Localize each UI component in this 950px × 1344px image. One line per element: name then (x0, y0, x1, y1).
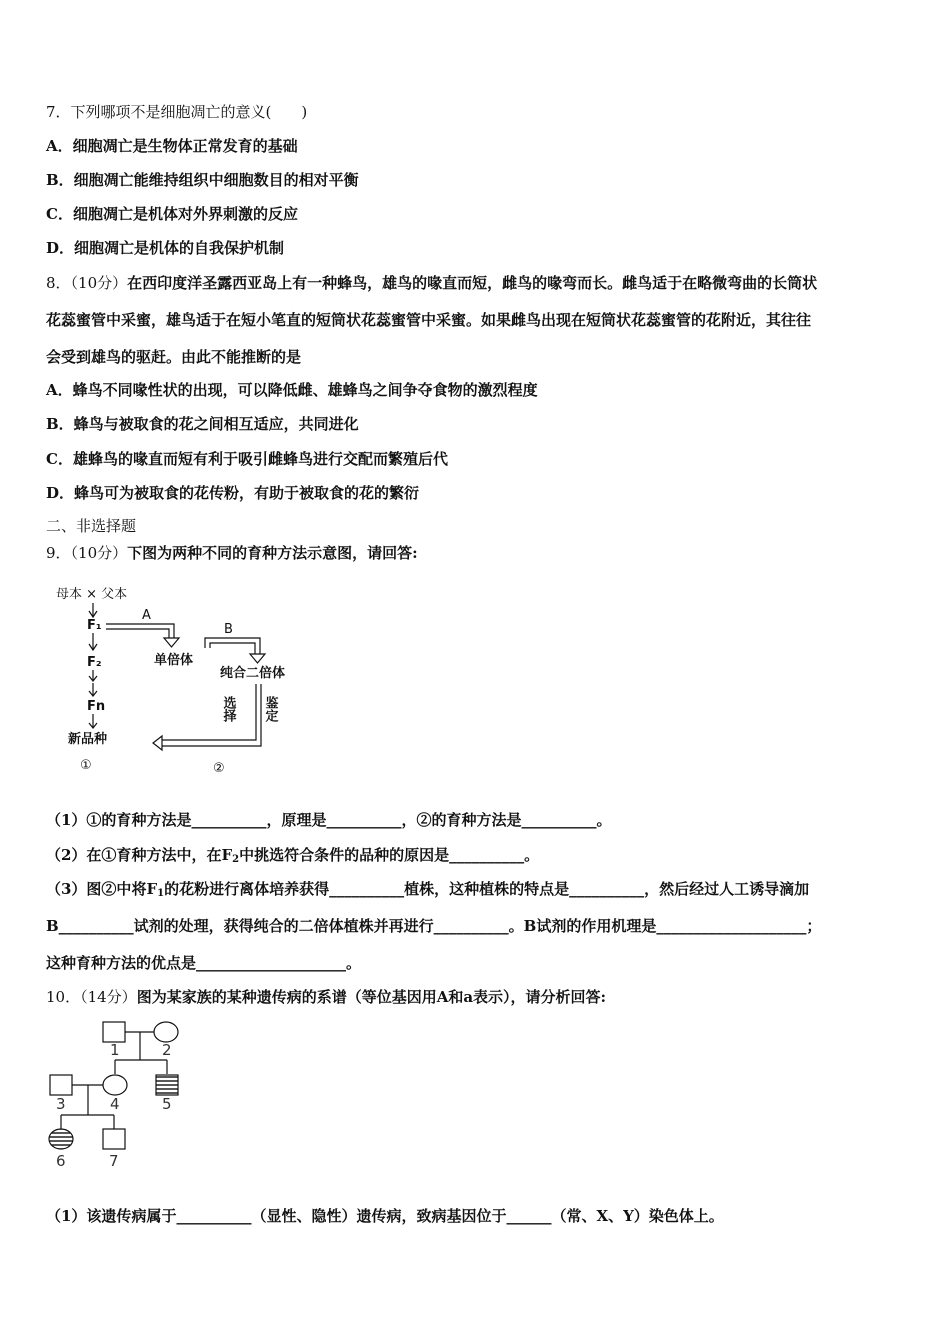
q9-sub3-line2: B__________试剂的处理，获得纯合的二倍体植株并再进行__________。B试剂的作用机理是____________________； (46, 917, 822, 935)
pedigree-individual-6 (49, 1129, 73, 1149)
q10-sub1: （1）该遗传病属于__________（显性、隐性）遗传病，致病基因位于______（常、X、Y）染色体上。 (46, 1207, 724, 1225)
diagram-method-1: ① (80, 758, 92, 773)
q8-option-b: B．蜂鸟与被取食的花之间相互适应，共同进化 (46, 415, 359, 433)
q8-option-c: C．雄蜂鸟的喙直而短有利于吸引雌蜂鸟进行交配而繁殖后代 (46, 450, 448, 468)
q9-sub3-b: 的花粉进行离体培养获得__________植株，这种植株的特点是__________，然后经过人工诱导滴加 (164, 880, 810, 898)
q9-sub2-b: 中挑选符合条件的品种的原因是__________。 (239, 846, 540, 864)
q9-sub2 (46, 845, 539, 870)
pedigree-individual-3 (50, 1075, 72, 1095)
pedigree-individual-7 (103, 1129, 125, 1149)
diagram-pure-diploid: 纯合二倍体 (220, 666, 286, 681)
pedigree-label-5: 5 (162, 1095, 172, 1113)
section-heading: 二、非选择题 (46, 517, 137, 535)
pedigree-individual-1 (103, 1022, 125, 1042)
diagram-select: 选择 (220, 696, 236, 722)
diagram-identify: 鉴定 (262, 696, 278, 722)
pedigree-individual-2 (154, 1022, 178, 1042)
diagram-parents: 母本 × 父本 (56, 587, 128, 602)
pedigree-label-7: 7 (109, 1152, 119, 1170)
q9-sub1: （1）①的育种方法是__________，原理是__________，②的育种方法是__________。 (46, 811, 612, 829)
q8-line-1 (46, 273, 817, 293)
q8-stem-line-3: 会受到雄鸟的驱赶。由此不能推断的是 (46, 348, 302, 366)
q9-line (46, 543, 418, 563)
q7-option-d: D．细胞凋亡是机体的自我保护机制 (46, 239, 285, 257)
q9-sub2-a: （2）在①育种方法中，在F (46, 846, 233, 864)
diagram-f2: F₂ (87, 655, 102, 670)
q8-number: 8．（10分） (46, 274, 128, 292)
pedigree-label-1: 1 (110, 1041, 120, 1059)
diagram-fn: Fn (87, 699, 106, 714)
q9-sub2-sub: 2 (232, 854, 240, 865)
q10-stem: 图为某家族的某种遗传病的系谱（等位基因用A和a表示），请分析回答: (136, 988, 607, 1006)
diagram-label-a: A (142, 608, 151, 623)
q7-option-a: A．细胞凋亡是生物体正常发育的基础 (46, 137, 298, 155)
pedigree-individual-5 (156, 1075, 178, 1095)
pedigree-label-6: 6 (56, 1152, 66, 1170)
q9-sub3-a: （3）图②中将F (46, 880, 158, 898)
q8-option-a: A．蜂鸟不同喙性状的出现，可以降低雌、雄蜂鸟之间争夺食物的激烈程度 (46, 381, 538, 399)
q9-sub3-sub: 1 (157, 888, 165, 899)
q9-sub3-line1 (46, 879, 809, 904)
q9-stem: 下图为两种不同的育种方法示意图，请回答: (127, 544, 418, 562)
diagram-new-variety: 新品种 (68, 732, 108, 747)
diagram-haploid: 单倍体 (154, 653, 194, 668)
pedigree-chart (44, 1015, 204, 1175)
pedigree-label-2: 2 (162, 1041, 172, 1059)
q10-number: 10．（14分） (46, 988, 137, 1006)
diagram-f1: F₁ (87, 618, 102, 633)
q10-line (46, 987, 606, 1007)
q7-option-b: B．细胞凋亡能维持组织中细胞数目的相对平衡 (46, 171, 359, 189)
q8-stem-line-2: 花蕊蜜管中采蜜，雄鸟适于在短小笔直的短筒状花蕊蜜管中采蜜。如果雌鸟出现在短筒状花蕊蜜管的花附近，其往往 (46, 311, 812, 329)
q9-number: 9．（10分） (46, 544, 128, 562)
q8-option-d: D．蜂鸟可为被取食的花传粉，有助于被取食的花的繁衍 (46, 484, 420, 502)
diagram-label-b: B (224, 622, 233, 637)
diagram-method-2: ② (213, 761, 225, 776)
q7-option-c: C．细胞凋亡是机体对外界刺激的反应 (46, 205, 298, 223)
pedigree-label-3: 3 (56, 1095, 66, 1113)
q8-stem-line-1: 在西印度洋圣露西亚岛上有一种蜂鸟，雄鸟的喙直而短，雌鸟的喙弯而长。雌鸟适于在略微弯曲的长筒状 (127, 274, 818, 292)
breeding-diagram (50, 580, 310, 780)
q7-stem: 7．下列哪项不是细胞凋亡的意义( ) (46, 103, 308, 121)
q9-sub3-line3: 这种育种方法的优点是____________________。 (46, 954, 362, 972)
pedigree-individual-4 (103, 1075, 127, 1095)
pedigree-label-4: 4 (110, 1095, 120, 1113)
